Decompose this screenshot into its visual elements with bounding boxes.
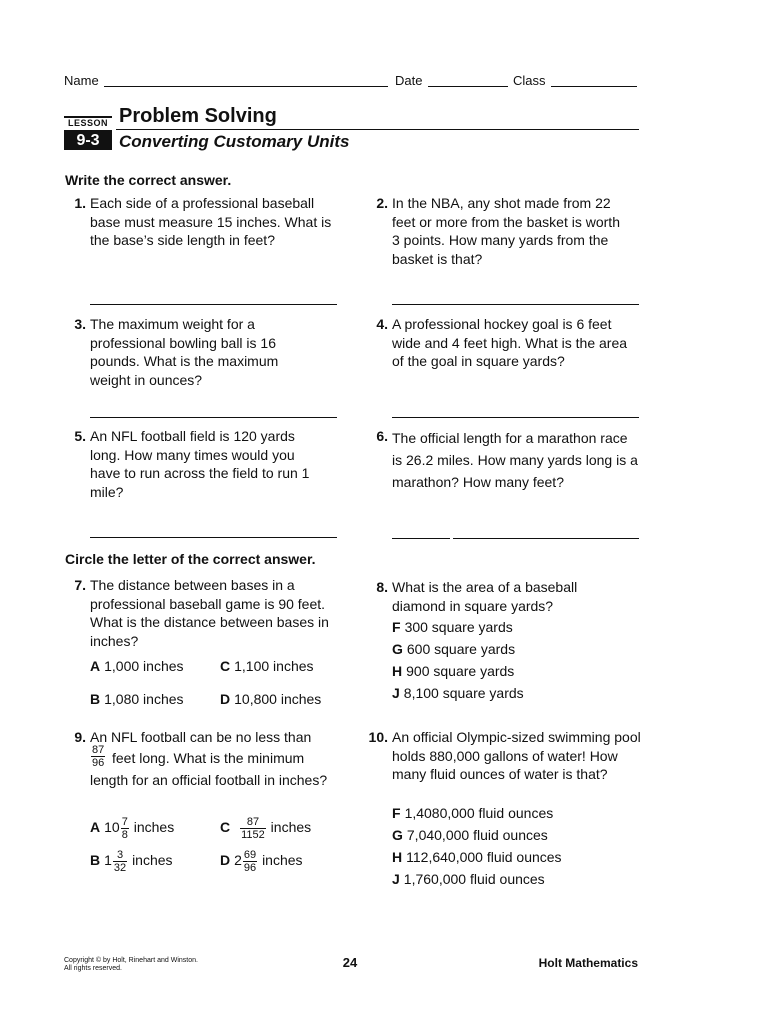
option-letter: C	[220, 819, 231, 836]
option-9b[interactable]	[90, 849, 173, 874]
question-6-number: 6.	[376, 428, 388, 444]
lesson-label: LESSON	[64, 116, 112, 131]
question-5-text: An NFL football field is 120 yards long. How many times would you have to run across the field to run 1 mile?	[90, 428, 310, 500]
fraction	[243, 849, 257, 874]
unit: inches	[270, 819, 312, 836]
option-letter: C	[220, 658, 231, 674]
question-1-number: 1.	[74, 195, 86, 211]
unit: inches	[133, 819, 175, 836]
option-8j[interactable]	[392, 684, 524, 702]
option-letter: G	[392, 641, 403, 657]
answer-line-1[interactable]	[90, 304, 337, 305]
option-text: 1,4080,000 fluid ounces	[404, 805, 554, 821]
question-10-text: An official Olympic-sized swimming pool holds 880,000 gallons of water! How many fluid ounces of water is that?	[392, 729, 641, 782]
option-text: 112,640,000 fluid ounces	[406, 849, 562, 865]
option-text: 1,100 inches	[234, 658, 314, 674]
numerator: 87	[92, 744, 105, 756]
option-text: 900 square yards	[406, 663, 515, 679]
date-field[interactable]	[428, 86, 508, 87]
class-field[interactable]	[551, 86, 637, 87]
question-10-number: 10.	[368, 729, 388, 745]
numerator: 87	[240, 816, 266, 829]
option-9c[interactable]	[220, 816, 311, 841]
answer-line-3[interactable]	[90, 417, 337, 418]
question-3-number: 3.	[74, 316, 86, 332]
denominator: 96	[92, 757, 105, 769]
class-label: Class	[513, 73, 546, 88]
unit: inches	[262, 852, 303, 869]
option-letter: A	[90, 658, 101, 674]
option-text: 300 square yards	[404, 619, 513, 635]
option-letter: J	[392, 871, 400, 887]
option-text: 1,080 inches	[104, 691, 184, 707]
option-letter: H	[392, 663, 403, 679]
question-4-text: A professional hockey goal is 6 feet wide and 4 feet high. What is the area of the goal in square yards?	[392, 316, 628, 369]
copyright-line-2: All rights reserved.	[64, 965, 122, 972]
question-7-number: 7.	[74, 577, 86, 593]
option-8g[interactable]	[392, 640, 515, 658]
title-rule	[116, 129, 639, 130]
question-3-text: The maximum weight for a professional bowling ball is 16 pounds. What is the maximum weight in ounces?	[90, 316, 279, 388]
answer-line-6b[interactable]	[453, 538, 639, 539]
option-letter: B	[90, 691, 101, 707]
fraction	[121, 816, 129, 841]
whole-part: 10	[104, 819, 120, 836]
question-2-number: 2.	[376, 195, 388, 211]
section-circle-heading: Circle the letter of the correct answer.	[65, 551, 316, 567]
option-9a[interactable]	[90, 816, 174, 841]
option-text: 10,800 inches	[234, 691, 322, 707]
whole-part: 1	[104, 852, 112, 869]
option-8f[interactable]	[392, 618, 513, 636]
option-letter: J	[392, 685, 400, 701]
numerator: 3	[113, 849, 127, 862]
question-8-number: 8.	[376, 579, 388, 595]
answer-line-2[interactable]	[392, 304, 639, 305]
option-letter: G	[392, 827, 403, 843]
question-8-text: What is the area of a baseball diamond in square yards?	[392, 579, 578, 614]
lesson-number: 9-3	[64, 131, 112, 150]
denominator: 96	[243, 862, 257, 874]
option-10j[interactable]	[392, 870, 545, 888]
option-letter: F	[392, 805, 401, 821]
option-10g[interactable]	[392, 826, 548, 844]
name-label: Name	[64, 73, 99, 88]
numerator: 7	[121, 816, 128, 828]
option-letter: B	[90, 852, 101, 869]
option-letter: F	[392, 619, 401, 635]
option-text: 1,760,000 fluid ounces	[403, 871, 545, 887]
page-subtitle: Converting Customary Units	[119, 132, 350, 151]
option-letter: A	[90, 819, 101, 836]
option-7a[interactable]	[90, 657, 184, 675]
publisher-name: Holt Mathematics	[538, 956, 638, 970]
option-text: 7,040,000 fluid ounces	[406, 827, 548, 843]
question-1-text: Each side of a professional baseball base must measure 15 inches. What is the base’s side length in feet?	[90, 195, 332, 248]
question-9-number: 9.	[74, 729, 86, 745]
option-letter: D	[220, 691, 231, 707]
page-number: 24	[342, 955, 358, 970]
copyright-notice	[64, 957, 198, 973]
fraction	[113, 849, 127, 874]
section-write-heading: Write the correct answer.	[65, 172, 232, 188]
denominator: 1152	[241, 829, 265, 841]
answer-line-5[interactable]	[90, 537, 337, 538]
option-9d[interactable]	[220, 849, 303, 874]
answer-line-4[interactable]	[392, 417, 639, 418]
unit: inches	[132, 852, 173, 869]
option-text: 600 square yards	[406, 641, 516, 657]
name-field[interactable]	[104, 86, 388, 87]
option-text: 1,000 inches	[104, 658, 184, 674]
question-5-number: 5.	[74, 428, 86, 444]
option-7b[interactable]	[90, 690, 184, 708]
whole-part: 2	[234, 852, 242, 869]
answer-line-6a[interactable]	[392, 538, 450, 539]
question-6-text: The official length for a marathon race is 26.2 miles. How many yards long is a marathon? How many feet?	[392, 430, 638, 490]
page-title: Problem Solving	[119, 105, 277, 127]
question-4-number: 4.	[376, 316, 388, 332]
numerator: 69	[243, 849, 257, 861]
copyright-line-1: Copyright © by Holt, Rinehart and Winston.	[64, 957, 198, 964]
date-label: Date	[395, 73, 423, 88]
fraction	[240, 816, 266, 841]
option-10f[interactable]	[392, 804, 553, 822]
option-letter: H	[392, 849, 403, 865]
option-8h[interactable]	[392, 662, 514, 680]
question-9-text-b: feet long. What is the minimum length for an official football in inches?	[90, 750, 328, 788]
option-10h[interactable]	[392, 848, 562, 866]
option-7c[interactable]	[220, 657, 314, 675]
denominator: 8	[121, 829, 128, 841]
option-7d[interactable]	[220, 690, 321, 708]
question-7-text: The distance between bases in a professional baseball game is 90 feet. What is the distance between bases in inches?	[90, 577, 329, 649]
option-letter: D	[220, 852, 231, 869]
denominator: 32	[113, 862, 127, 874]
question-2-text: In the NBA, any shot made from 22 feet or more from the basket is worth 3 points. How many yards from the basket is that?	[392, 195, 620, 267]
option-text: 8,100 square yards	[403, 685, 524, 701]
question-9-text-a: An NFL football can be no less than	[90, 729, 312, 745]
